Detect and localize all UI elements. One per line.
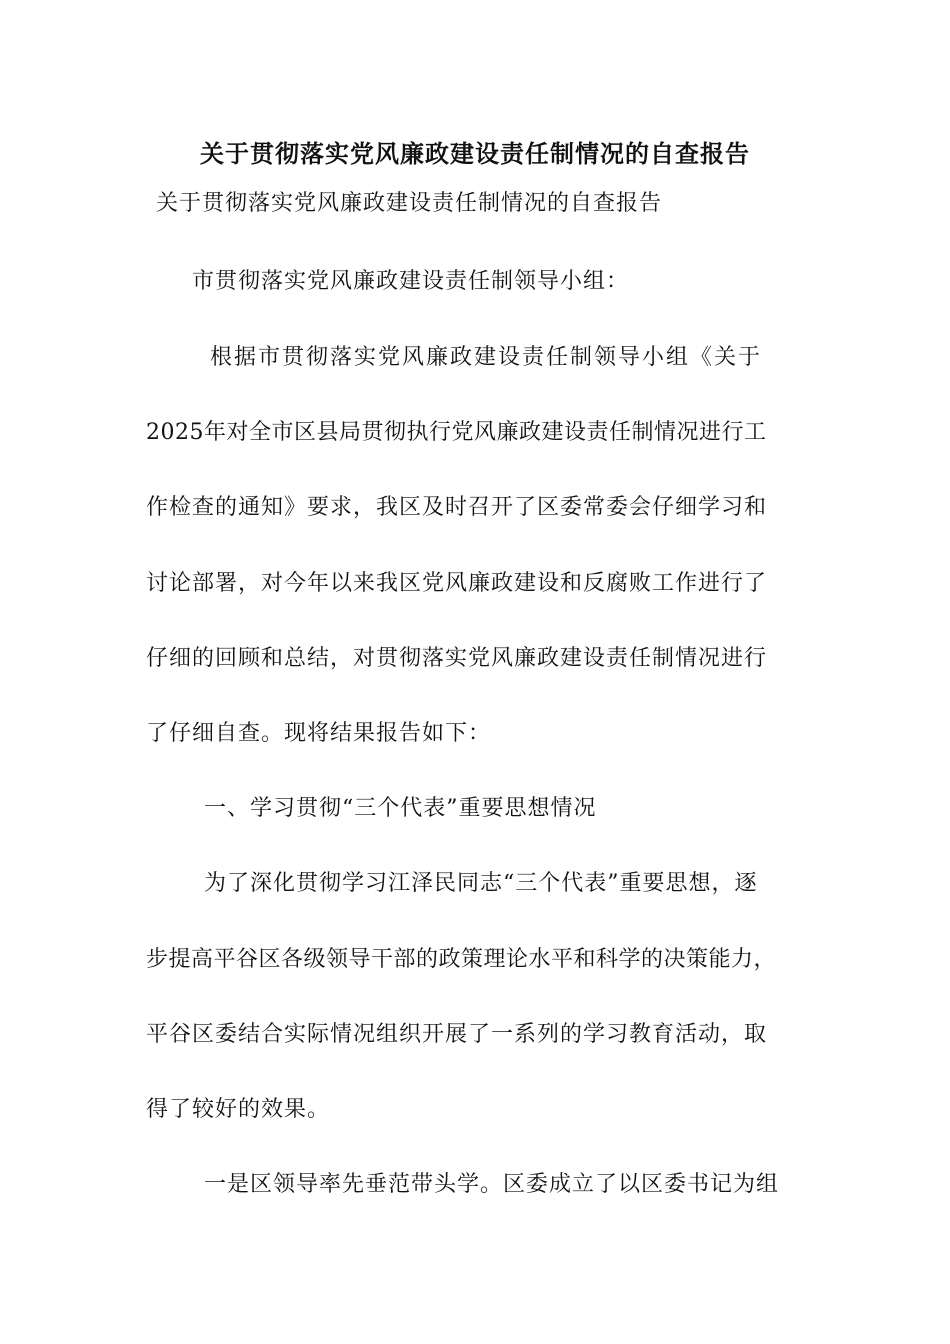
body-line: 为了深化贯彻学习江泽民同志“三个代表”重要思想，逐 bbox=[204, 871, 758, 896]
body-line: 步提高平谷区各级领导干部的政策理论水平和科学的决策能力， bbox=[146, 947, 777, 972]
document-title: 关于贯彻落实党风廉政建设责任制情况的自查报告 bbox=[200, 139, 750, 168]
body-line: 了仔细自查。现将结果报告如下： bbox=[146, 721, 492, 746]
body-line: 2025年对全市区县局贯彻执行党风廉政建设责任制情况进行工 bbox=[146, 420, 767, 445]
body-line: 根据市贯彻落实党风廉政建设责任制领导小组《关于 bbox=[210, 345, 763, 370]
body-line: 仔细的回顾和总结，对贯彻落实党风廉政建设责任制情况进行 bbox=[146, 646, 768, 671]
body-line: 平谷区委结合实际情况组织开展了一系列的学习教育活动，取 bbox=[146, 1022, 768, 1047]
body-line: 一是区领导率先垂范带头学。区委成立了以区委书记为组 bbox=[204, 1172, 780, 1197]
body-line: 得了较好的效果。 bbox=[146, 1097, 331, 1122]
section-heading: 一、学习贯彻“三个代表”重要思想情况 bbox=[204, 796, 597, 821]
salutation: 市贯彻落实党风廉政建设责任制领导小组： bbox=[192, 269, 630, 294]
body-line: 作检查的通知》要求，我区及时召开了区委常委会仔细学习和 bbox=[146, 495, 768, 520]
body-line: 讨论部署，对今年以来我区党风廉政建设和反腐败工作进行了 bbox=[146, 571, 768, 596]
document-subtitle: 关于贯彻落实党风廉政建设责任制情况的自查报告 bbox=[156, 191, 663, 216]
